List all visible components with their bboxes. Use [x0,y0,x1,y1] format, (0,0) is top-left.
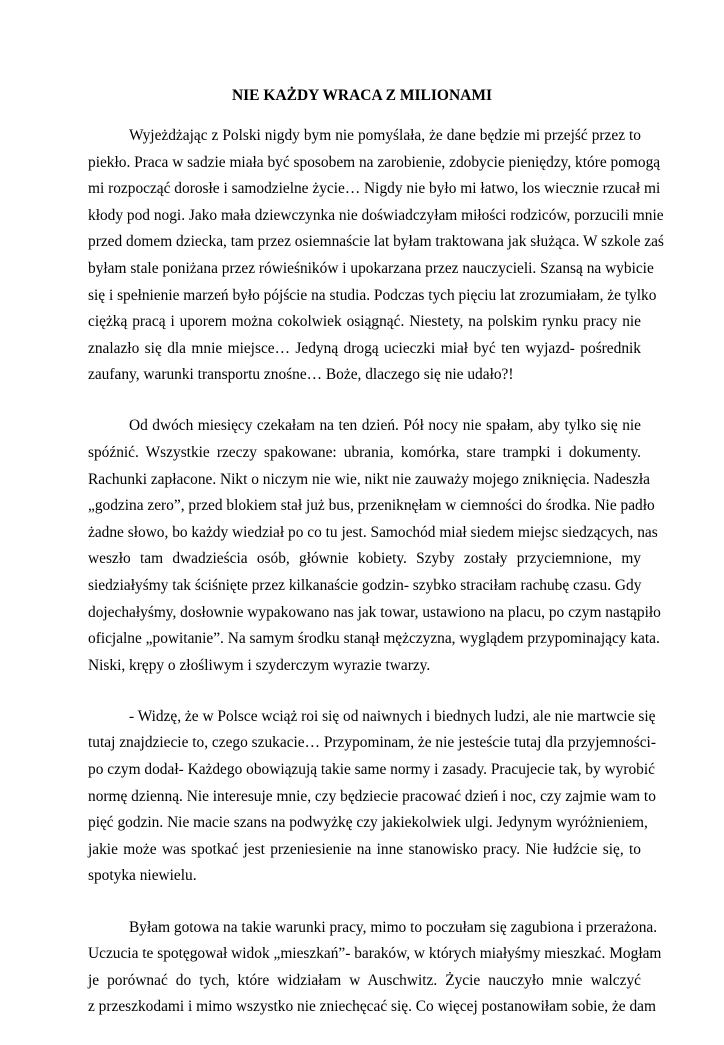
text-line: dojechałyśmy, dosłownie wypakowano nas jak towar, ustawiono na placu, po czym nastąpiło [88,603,661,621]
text-line: z przeszkodami i mimo wszystko nie zniechęcać się. Co więcej postanowiłam sobie, że dam [88,998,656,1016]
text-line: Byłam gotowa na takie warunki pracy, mimo to poczułam się zagubiona i przerażona. [129,918,658,936]
text-line: spotyka niewielu. [88,867,197,885]
text-line: weszło tam dwadzieścia osób, głównie kobiety. Szyby zostały przyciemnione, my [88,550,641,568]
paragraph-4 [88,915,662,1021]
text-line: zaufany, warunki transportu znośne… Boże, dlaczego się nie udało?! [88,366,514,384]
text-line: oficjalne „powitanie”. Na samym środku stanął mężczyzna, wyglądem przypominający kata. [88,630,660,648]
document-title: NIE KAŻDY WRACA Z MILIONAMI [231,87,493,104]
text-line: się i spełnienie marzeń było pójście na studia. Podczas tych pięciu lat zrozumiałam, że tylko [88,286,657,304]
text-line: po czym dodał- Każdego obowiązują takie same normy i zasady. Pracujecie tak, by wyrobić [88,761,655,779]
text-line: żadne słowo, bo każdy wiedział po co tu jest. Samochód miał siedem miejsc siedzących, nas [88,523,658,541]
text-line: „godzina zero”, przed blokiem stał już bus, przeniknęłam w ciemności do środka. Nie padło [88,497,655,515]
text-line: kłody pod nogi. Jako mała dziewczynka nie doświadczyłam miłości rodziców, porzucili mnie [88,206,664,224]
text-line: znalazło się dla mnie miejsce… Jedyną drogą ucieczki miał być ten wyjazd- pośrednik [88,339,641,357]
text-line: je porównać do tych, które widziałam w Auschwitz. Życie nauczyło mnie walczyć [88,971,641,989]
text-line: - Widzę, że w Polsce wciąż roi się od naiwnych i biednych ludzi, ale nie martwcie się [129,707,656,725]
paragraph-2 [88,413,661,679]
text-line: siedziałyśmy tak ściśnięte przez kilkanaście godzin- szybko straciłam rachubę czasu. Gdy [88,577,642,594]
document-body [88,123,664,1045]
text-line: mi rozpocząć dorosłe i samodzielne życie… Nigdy nie było mi łatwo, los wiecznie rzucał mi [88,180,661,198]
text-line: przed domem dziecka, tam przez osiemnaście lat byłam traktowana jak służąca. W szkole zaś [88,233,664,251]
text-line: spóźnić. Wszystkie rzeczy spakowane: ubrania, komórka, stare trampki i dokumenty. [88,444,641,462]
paragraph-3 [88,704,656,890]
text-line: normę dzienną. Nie interesuje mnie, czy będziecie pracować dzień i noc, czy zajmie wam to [88,787,656,805]
text-line: Niski, krępy o złośliwym i szyderczym wyrazie twarzy. [88,656,431,674]
text-line: jakie może was spotkać jest przeniesienie na inne stanowisko pracy. Nie łudźcie się, to [88,840,641,858]
text-line: tutaj znajdziecie to, czego szukacie… Przypominam, że nie jesteście tutaj dla przyjemności- [88,734,656,752]
text-line: byłam stale poniżana przez rówieśników i upokarzana przez nauczycieli. Szansą na wybicie [88,259,654,277]
paragraph-1 [88,123,664,389]
text-line: Uczucia te spotęgował widok „mieszkań”- baraków, w których miałyśmy mieszkać. Mogłam [88,945,662,963]
text-line: pięć godzin. Nie macie szans na podwyżkę czy jakiekolwiek ulgi. Jedynym wyróżnieniem, [88,814,648,832]
text-line: ciężką pracą i uporem można cokolwiek osiągnąć. Niestety, na polskim rynku pracy nie [88,313,641,331]
text-line: Rachunki zapłacone. Nikt o niczym nie wie, nikt nie zauważy mojego zniknięcia. Nadeszła [88,470,650,488]
text-line: Wyjeżdżając z Polski nigdy bym nie pomyślała, że dane będzie mi przejść przez to [129,127,641,144]
text-line: Od dwóch miesięcy czekałam na ten dzień. Pół nocy nie spałam, aby tylko się nie [129,417,641,435]
text-line: piekło. Praca w sadzie miała być sposobem na zarobienie, zdobycie pieniędzy, które pomogą [88,153,661,171]
